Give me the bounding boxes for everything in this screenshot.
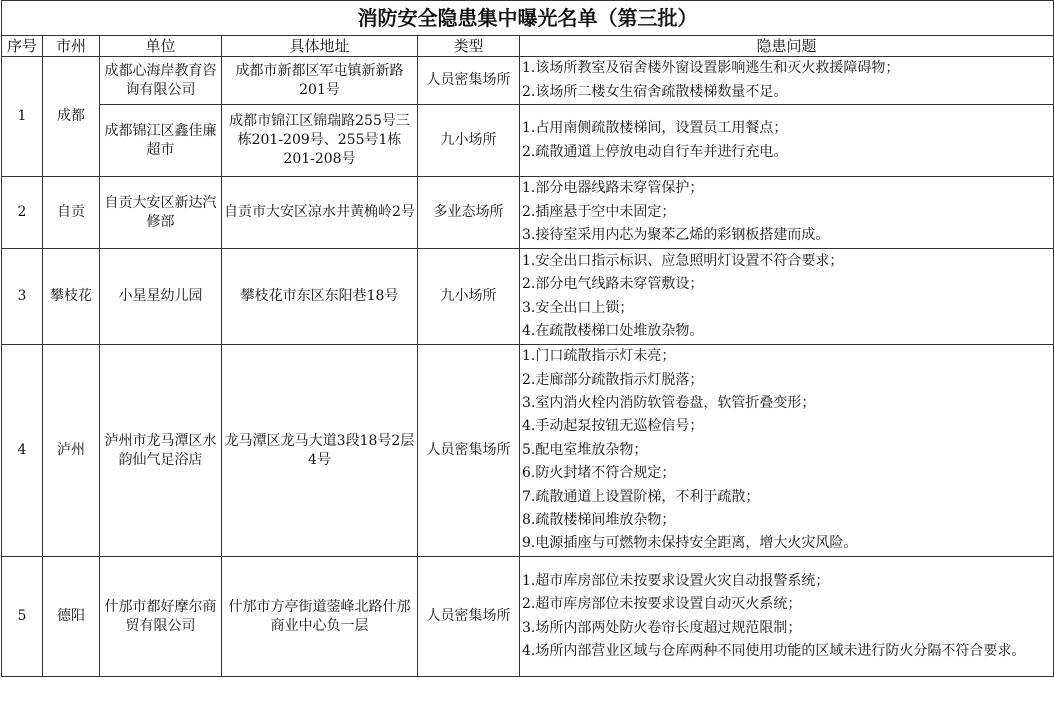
issues-cell bbox=[520, 345, 1054, 557]
seq-cell: 3 bbox=[2, 249, 43, 345]
issue-item: 2.疏散通道上停放电动自行车并进行充电。 bbox=[522, 143, 788, 160]
seq-cell: 1 bbox=[2, 57, 43, 177]
table-row bbox=[2, 57, 1054, 105]
issue-item: 2.走廊部分疏散指示灯脱落； bbox=[522, 371, 704, 388]
city-cell: 成都 bbox=[43, 57, 100, 177]
issue-item: 1.部分电器线路未穿管保护； bbox=[522, 180, 704, 197]
issues-cell bbox=[520, 177, 1054, 249]
issue-item: 2.该场所二楼女生宿舍疏散楼梯数量不足。 bbox=[522, 83, 788, 100]
issue-item: 1.该场所教室及宿舍楼外窗设置影响逃生和灭火救援障碍物； bbox=[522, 60, 900, 77]
hazard-list-table bbox=[1, 0, 1054, 677]
issue-item: 4.场所内部营业区域与仓库两种不同使用功能的区域未进行防火分隔不符合要求。 bbox=[522, 642, 1026, 659]
seq-cell: 2 bbox=[2, 177, 43, 249]
type-cell: 人员密集场所 bbox=[418, 557, 520, 677]
issue-item: 9.电源插座与可燃物未保持安全距离，增大火灾风险。 bbox=[522, 535, 858, 552]
issues-cell bbox=[520, 557, 1054, 677]
address-cell: 龙马潭区龙马大道3段18号2层4号 bbox=[222, 345, 418, 557]
type-cell: 九小场所 bbox=[418, 105, 520, 177]
issues-cell bbox=[520, 249, 1054, 345]
unit-cell: 成都锦江区鑫佳廉超市 bbox=[100, 105, 222, 177]
document-title: 消防安全隐患集中曝光名单（第三批） bbox=[2, 1, 1054, 36]
type-cell: 九小场所 bbox=[418, 249, 520, 345]
address-cell: 攀枝花市东区东阳巷18号 bbox=[222, 249, 418, 345]
header-seq: 序号 bbox=[2, 36, 43, 57]
unit-cell: 自贡大安区新达汽修部 bbox=[100, 177, 222, 249]
header-row bbox=[2, 36, 1054, 57]
address-cell: 什邡市方亭街道蓥峰北路什邡商业中心负一层 bbox=[222, 557, 418, 677]
issue-item: 1.超市库房部位未按要求设置火灾自动报警系统； bbox=[522, 572, 830, 589]
issue-item: 3.场所内部两处防火卷帘长度超过规范限制； bbox=[522, 619, 802, 636]
table-row bbox=[2, 105, 1054, 177]
table-row bbox=[2, 177, 1054, 249]
type-cell: 人员密集场所 bbox=[418, 345, 520, 557]
table-row bbox=[2, 345, 1054, 557]
type-cell: 多业态场所 bbox=[418, 177, 520, 249]
header-address: 具体地址 bbox=[222, 36, 418, 57]
city-cell: 自贡 bbox=[43, 177, 100, 249]
unit-cell: 什邡市都好摩尔商贸有限公司 bbox=[100, 557, 222, 677]
header-issues: 隐患问题 bbox=[520, 36, 1054, 57]
issue-item: 8.疏散楼梯间堆放杂物； bbox=[522, 512, 676, 529]
issues-cell bbox=[520, 105, 1054, 177]
city-cell: 攀枝花 bbox=[43, 249, 100, 345]
seq-cell: 4 bbox=[2, 345, 43, 557]
city-cell: 德阳 bbox=[43, 557, 100, 677]
unit-cell: 成都心海岸教育咨询有限公司 bbox=[100, 57, 222, 105]
seq-cell: 5 bbox=[2, 557, 43, 677]
unit-cell: 小星星幼儿园 bbox=[100, 249, 222, 345]
table-row bbox=[2, 557, 1054, 677]
issue-item: 4.手动起泵按钮无巡检信号； bbox=[522, 418, 704, 435]
address-cell: 自贡市大安区凉水井黄桷岭2号 bbox=[222, 177, 418, 249]
unit-cell: 泸州市龙马潭区水韵仙气足浴店 bbox=[100, 345, 222, 557]
issue-item: 5.配电室堆放杂物； bbox=[522, 441, 648, 458]
issue-item: 6.防火封堵不符合规定； bbox=[522, 465, 676, 482]
issue-item: 1.门口疏散指示灯未亮； bbox=[522, 348, 676, 365]
city-cell: 泸州 bbox=[43, 345, 100, 557]
issue-item: 4.在疏散楼梯口处堆放杂物。 bbox=[522, 322, 704, 339]
table-row bbox=[2, 249, 1054, 345]
address-cell: 成都市锦江区锦瑞路255号三栋201-209号、255号1栋201-208号 bbox=[222, 105, 418, 177]
issue-item: 2.超市库房部位未按要求设置自动灭火系统； bbox=[522, 596, 802, 613]
issue-item: 3.安全出口上锁； bbox=[522, 299, 634, 316]
issue-item: 1.安全出口指示标识、应急照明灯设置不符合要求； bbox=[522, 252, 844, 269]
issue-item: 3.室内消火栓内消防软管卷盘，软管折叠变形； bbox=[522, 394, 816, 411]
address-cell: 成都市新都区军屯镇新新路201号 bbox=[222, 57, 418, 105]
issues-cell bbox=[520, 57, 1054, 105]
issue-item: 2.部分电气线路未穿管敷设； bbox=[522, 276, 704, 293]
header-city: 市州 bbox=[43, 36, 100, 57]
header-type: 类型 bbox=[418, 36, 520, 57]
issue-item: 2.插座悬于空中未固定； bbox=[522, 203, 676, 220]
issue-item: 3.接待室采用内芯为聚苯乙烯的彩钢板搭建而成。 bbox=[522, 227, 830, 244]
header-unit: 单位 bbox=[100, 36, 222, 57]
issue-item: 7.疏散通道上设置阶梯，不利于疏散； bbox=[522, 488, 760, 505]
issue-item: 1.占用南侧疏散楼梯间，设置员工用餐点； bbox=[522, 120, 788, 137]
type-cell: 人员密集场所 bbox=[418, 57, 520, 105]
